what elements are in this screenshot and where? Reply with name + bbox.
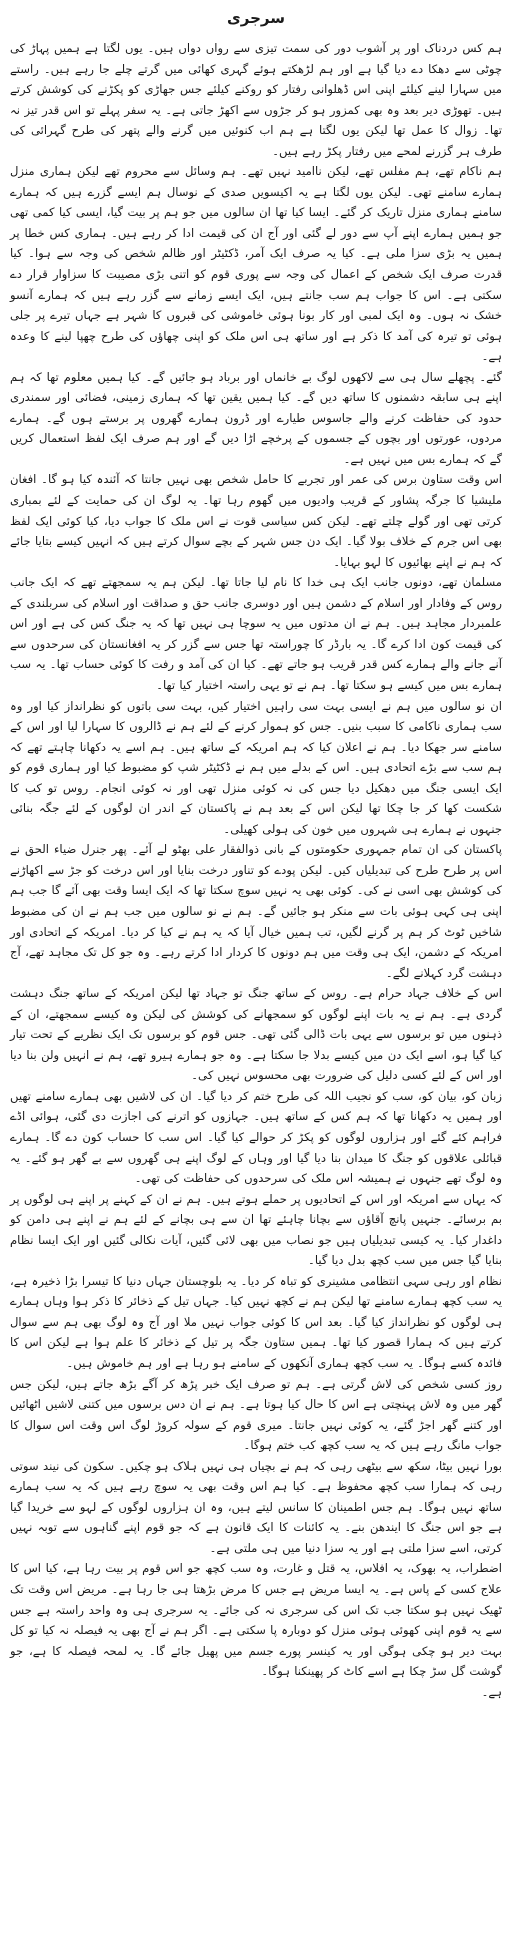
paragraph: مسلمان تھے، دونوں جانب ایک ہی خدا کا نام لیا جاتا تھا۔ لیکن ہم یہ سمجھتے تھے کہ ایک جانب روس کے وفادار اور اسلام کے دشمن ہیں اور دوسری جانب حق و صداقت اور اسلام کی سربلندی کے علمبردار مجاہد ہیں۔ ہم نے ان مدتوں میں یہ سوچا ہی نہیں تھا کہ یہ جنگ کس کی ہے اور اس کی قیمت کون ادا کرے گا۔ یہ بارڈر کا چوراستہ تھا جس سے گزر کر یہ افغانستان کی سرحدوں سے آنے جانے والے ہمارے کس قدر قریب ہو جاتے تھے۔ کیا ان کی آمد و رفت کا کوئی حساب تھا۔ یہ سب ہمارے بس میں کیسے ہو سکتا تھا۔ ہم نے تو یہی راستہ اختیار کیا تھا۔ (10, 575, 502, 692)
paragraph: بورا نہیں بیٹا، سکھ سے بیٹھی رہی کہ ہم نے بچیاں ہی نہیں ہلاک ہو چکیں۔ سکون کی نیند سوتی رہی کہ ہمارا سب کچھ محفوظ ہے۔ کیا ہم اس وقت بھی یہ سوچ رہے ہیں کہ یہ سب ہمارے ساتھ نہیں ہوگا۔ ہم جس اطمینان کا سانس لیتے ہیں، وہ ان ہزاروں لوگوں کے لہو سے خریدا گیا ہے جو اس جنگ کا ایندھن بنے۔ یہ کائنات کا ایک قانون ہے کہ جو قوم اپنے گناہوں سے توبہ نہیں کرتی، اسے سزا ملتی ہے اور یہ سزا دنیا میں ہی ملتی ہے۔ (10, 1458, 502, 1555)
paragraph: روز کسی شخص کی لاش گرتی ہے۔ ہم تو صرف ایک خبر پڑھ کر آگے بڑھ جاتے ہیں، لیکن جس گھر میں وہ لاش پہنچتی ہے اس کا حال کیا ہوتا ہے۔ ہم نے ان دس برسوں میں کتنی لاشیں اٹھائیں اور کتنے گھر اجڑ گئے، یہ کوئی نہیں جانتا۔ میری قوم کے سولہ کروڑ لوگ اس وقت اس سوال کا جواب مانگ رہے ہیں کہ یہ سب کچھ کب ختم ہوگا۔ (10, 1376, 502, 1453)
paragraph: ہم ناکام تھے، ہم مفلس تھے، لیکن ناامید نہیں تھے۔ ہم وسائل سے محروم تھے لیکن ہماری منزل ہمارے سامنے تھی۔ لیکن یوں لگتا ہے یہ اکیسویں صدی کے نوسال ہم ایسے گزرے ہیں کہ ہمارے سامنے ہماری منزل تاریک کر گئے۔ ایسا کیا تھا ان سالوں میں جو ہم پر بیت گیا، ایسی کیا کمی تھی جو ہمیں ہمارے اپنے آپ سے دور لے گئی اور آج ان کی قیمت ادا کر رہے ہیں۔ ہماری کس خطا پر ہمیں یہ بڑی سزا ملی ہے۔ کیا یہ صرف ایک آمر، ڈکٹیٹر اور ظالم شخص کی وجہ سے ہوا۔ کیا قدرت صرف ایک شخص کے اعمال کی وجہ سے پوری قوم کو اتنی بڑی مصیبت کا سزاوار قرار دے سکتی ہے۔ اس کا جواب ہم سب جانتے ہیں، ایک ایسے زمانے سے گزر رہے ہیں کہ ہمارے آنسو خشک نہ ہوں۔ وہ ایک لمبی اور کار بونا ہوئی خاموشی کی قبروں کا شہر ہے جہاں تیرے پر جلی ہوئی تو تیرہ کی آمد کا ذکر ہے اور ساتھ ہی اس ملک کو اپنی چھاؤں کی طرح چھپا لینے کا وعدہ ہے۔ (10, 164, 502, 364)
paragraph: زبان کو، بیان کو، سب کو نجیب اللہ کی طرح ختم کر دیا گیا۔ ان کی لاشیں بھی ہمارے سامنے تھیں اور ہمیں یہ دکھانا تھا کہ ہم کس کے ساتھ ہیں۔ جہازوں کو اترنے کی اجازت دی گئی، ہوائی اڈے فراہم کئے گئے اور ہزاروں لوگوں کو پکڑ کر حوالے کیا گیا۔ اس سب کا حساب کون دے گا۔ ہمارے قبائلی علاقوں کو جنگ کا میدان بنا دیا گیا اور وہاں کے لوگ اپنے ہی گھروں سے بے گھر ہو گئے۔ یہ وہ لوگ تھے جنہوں نے ہمیشہ اس ملک کی سرحدوں کی حفاظت کی تھی۔ (10, 1088, 502, 1186)
paragraph: نظام اور رہی سہی انتظامی مشینری کو تباہ کر دیا۔ یہ بلوچستان جہاں دنیا کا تیسرا بڑا ذخیرہ ہے، یہ سب کچھ ہمارے سامنے تھا لیکن ہم نے کچھ نہیں کیا۔ جہاں تیل کے ذخائر کا ذکر ہوا وہاں ہمارے ہی لوگوں کو نظرانداز کیا گیا۔ بعد اس کا کوئی جواب نہیں ملا اور آج وہ لوگ بھی ہم سے سوال کرتے ہیں کہ ہمارا قصور کیا تھا۔ ہمیں ستاون جگہ پر تیل کے ذخائر کا علم ہوا ہے لیکن اس کا فائدہ کسے ہوگا۔ یہ سب کچھ ہماری آنکھوں کے سامنے ہو رہا ہے اور ہم خاموش ہیں۔ (10, 1273, 502, 1370)
paragraph: اس وقت ستاون برس کی عمر اور تجربے کا حامل شخص بھی نہیں جانتا کہ آئندہ کیا ہو گا۔ افغان ملیشیا کا جرگہ پشاور کے قریب وادیوں میں گھوم رہا تھا۔ یہ لوگ ان کی حمایت کے لئے بمباری کرتی تھی اور گولے چلتے تھے۔ لیکن کس سیاسی قوت نے اس ملک کا جواب دیا، کیا کوئی ایک لفظ بھی اس جرم کے خلاف بولا گیا۔ ایک دن جس شہر کے بچے سوال کرتے ہیں کہ انہیں کیسے بتایا جائے کہ ہم نے اپنے بھائیوں کا لہو بہایا۔ (10, 472, 502, 569)
article-body (10, 38, 502, 1702)
paragraph: کہ یہاں سے امریکہ اور اس کے اتحادیوں پر حملے ہوتے ہیں۔ ہم نے ان کے کہنے پر اپنے ہی لوگوں پر بم برسائے۔ جنہیں پانچ آقاؤں سے بچانا چاہئے تھا ان سے ہی بچانے کے لئے ہم نے اپنے ہی دامن کو داغدار کیا۔ یہ کیسی تبدیلیاں ہیں جو نصاب میں بھی لائی گئیں، آیات نکالی گئیں اور ایک ایسا نظام بنایا گیا جس میں سب کچھ بدل دیا گیا۔ (10, 1191, 502, 1268)
paragraph: اضطراب، یہ بھوک، یہ افلاس، یہ قتل و غارت، وہ سب کچھ جو اس قوم پر بیت رہا ہے، کیا اس کا علاج کسی کے پاس ہے۔ یہ ایسا مریض ہے جس کا مرض بڑھتا ہی جا رہا ہے۔ مریض اس وقت تک ٹھیک نہیں ہو سکتا جب تک اس کی سرجری نہ کی جائے۔ یہ سرجری ہی وہ واحد راستہ ہے جس سے یہ قوم اپنی کھوئی ہوئی منزل کو دوبارہ پا سکتی ہے۔ اگر ہم نے آج بھی یہ فیصلہ نہ کیا تو کل بہت دیر ہو چکی ہوگی اور یہ کینسر پورے جسم میں پھیل جائے گا۔ یہ لمحہ فیصلہ کا ہے، جو گوشت گل سڑ چکا ہے اسے کاٹ کر پھینکنا ہوگا۔ (10, 1561, 502, 1679)
paragraph: اس کے خلاف جہاد حرام ہے۔ روس کے ساتھ جنگ تو جہاد تھا لیکن امریکہ کے ساتھ جنگ دہشت گردی ہے۔ ہم نے یہ بات اپنے لوگوں کو سمجھانے کی کوشش کی لیکن وہ کیسے سمجھتے، ان کے ذہنوں میں تو برسوں سے یہی بات ڈالی گئی تھی۔ جس قوم کو برسوں تک ایک نظریے کے تحت تیار کیا گیا ہو، اسے ایک دن میں کیسے بدلا جا سکتا ہے۔ وہ جو ہمارے ہیرو تھے، ہم نے انہیں ولن بنا دیا اور اس کے لئے کسی دلیل کی ضرورت بھی محسوس نہیں کی۔ (10, 986, 502, 1083)
paragraph: ہم کس دردناک اور پر آشوب دور کی سمت تیزی سے رواں دواں ہیں۔ یوں لگتا ہے ہمیں پہاڑ کی چوٹی سے دھکا دے دیا گیا ہے اور ہم لڑھکتے ہوئے گہری کھائی میں گرتے چلے جا رہے ہیں۔ راستے میں سہارا لینے کیلئے اپنی اس ڈھلوانی رفتار کو روکنے کیلئے جس جھاڑی کو پکڑنے کی کوشش کرتے ہیں۔ تھوڑی دیر بعد وہ بھی کمزور ہو کر جڑوں سے اکھڑ جاتی ہے۔ یہ سفر پہلے تو اس قدر تیز نہ تھا۔ زوال کا عمل تھا لیکن یوں لگتا ہے ہم اب کنوئیں میں گرنے والے پتھر کی طرح گہرائی کی طرف ہر گزرنے لمحے میں رفتار پکڑ رہے ہیں۔ (10, 41, 502, 158)
article-title: سرجری (227, 9, 285, 27)
paragraph: گئے۔ پچھلے سال ہی سے لاکھوں لوگ بے خانماں اور برباد ہو جائیں گے۔ کیا ہمیں معلوم تھا کہ ہم اپنے ہی سابقہ دشمنوں کا ساتھ دیں گے۔ کیا ہمیں یقین تھا کہ ہماری زمینی، فضائی اور سمندری حدود کی حفاظت کرنے والے جاسوس طیارے اور ڈرون ہمارے گھروں پر برستے ہوں گے۔ ہمارے مردوں، عورتوں اور بچوں کے جسموں کے پرخچے اڑا دیں گے اور ہم صرف ایک لفظ استعمال کریں گے کہ ہمارے بس میں نہیں ہے۔ (10, 369, 502, 466)
paragraph: پاکستان کی ان تمام جمہوری حکومتوں کے بانی ذوالفقار علی بھٹو لے آئے۔ پھر جنرل ضیاء الحق نے اس پر طرح طرح کی تبدیلیاں کیں۔ لیکن پودے کو تناور درخت بنایا اور اس درخت کو جڑ سے اکھاڑنے کی کوشش بھی اسی نے کی۔ کوئی بھی یہ نہیں سوچ سکتا تھا کہ ایک ایسا وقت بھی آئے گا جب ہم اپنی ہی کہی ہوئی بات سے منکر ہو جائیں گے۔ ہم نے نو سالوں میں جب ہم نے ان کی مضبوط شاخیں ٹوٹ کر ہم پر گرنے لگیں، تب ہمیں خیال آیا کہ یہ ہم نے کیا کر دیا۔ امریکہ کے اتحادی اور امریکہ کے دشمن، ایک ہی وقت میں ہم دونوں کا کردار ادا کرتے رہے۔ وہ جو کل تک مجاہد تھے، آج دہشت گرد کہلانے لگے۔ (10, 842, 502, 980)
paragraph: ان نو سالوں میں ہم نے ایسی بہت سی راہیں اختیار کیں، بہت سی باتوں کو نظرانداز کیا اور وہ سب ہماری ناکامی کا سبب بنیں۔ جس کو ہموار کرنے کے لئے ہم نے ڈالروں کا سہارا لیا اور اس کے سامنے سر جھکا دیا۔ ہم نے اعلان کیا کہ ہم امریکہ کے ساتھ ہیں۔ ہم اسے یہ دکھانا چاہتے تھے کہ ہم سب سے بڑے اتحادی ہیں۔ اس کے بدلے میں ہم نے ڈکٹیٹر شپ کو مضبوط کیا اور ہماری قوم کو ایک ایسی جنگ میں دھکیل دیا جس کی نہ کوئی منزل تھی اور نہ کوئی انجام۔ روس تو کب کا شکست کھا کر جا چکا تھا لیکن اس کے بعد ہم نے پاکستان کے اندر ان لوگوں کے لئے جگہ بنائی جنہوں نے ہمارے ہی شہروں میں خون کی ہولی کھیلی۔ (10, 698, 502, 836)
paragraph: ہے۔ (481, 1684, 502, 1699)
